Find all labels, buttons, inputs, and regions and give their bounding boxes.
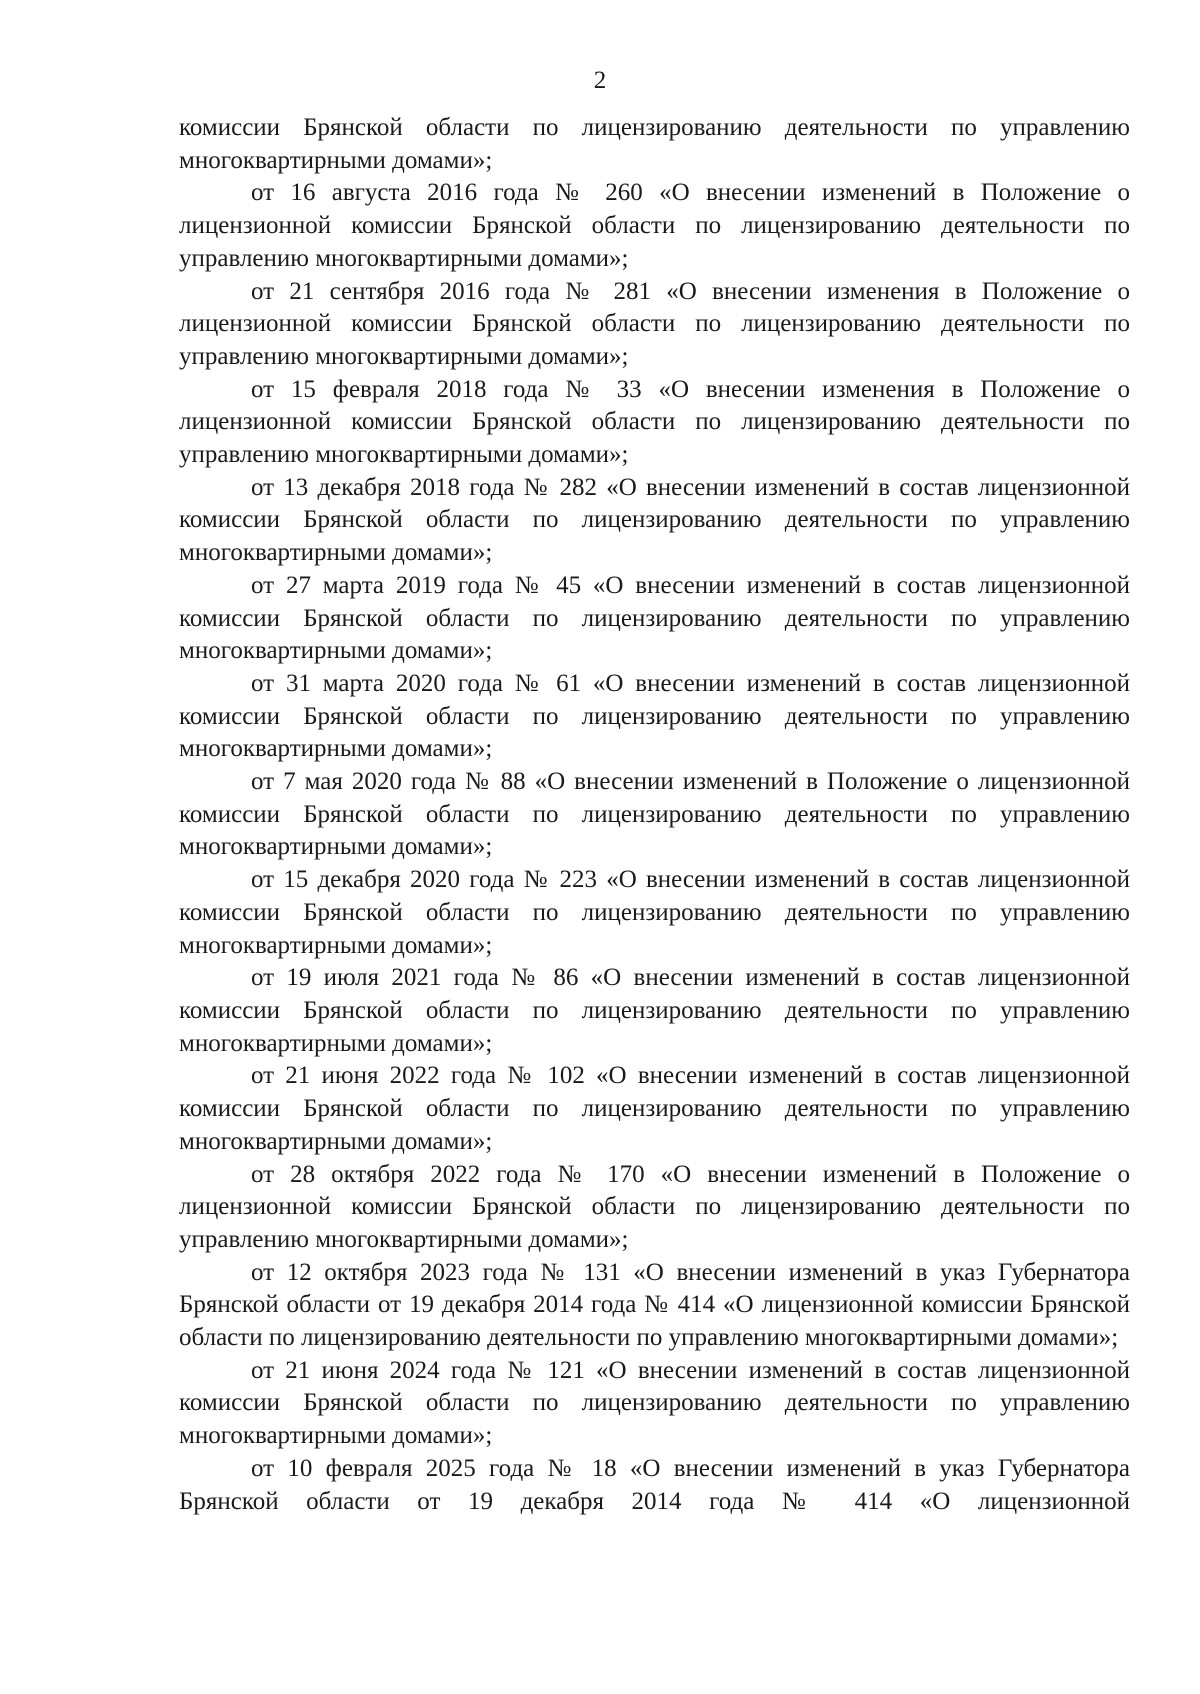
paragraph: от 28 октября 2022 года № 170 «О внесении изменений в Положение о лицензионной комиссии Брянской области по лицензированию деятельности по управлению многоквартирными домами»; bbox=[179, 1160, 1130, 1253]
paragraph: от 15 февраля 2018 года № 33 «О внесении изменения в Положение о лицензионной комиссии Брянской области по лицензированию деятельности по управлению многоквартирными домами»; bbox=[179, 375, 1130, 469]
paragraph: от 16 августа 2016 года № 260 «О внесении изменений в Положение о лицензионной комиссии Брянской области по лицензированию деятельности по управлению многоквартирными домами»; bbox=[179, 179, 1130, 272]
paragraph: от 21 июня 2022 года № 102 «О внесении изменений в состав лицензионной комиссии Брянской области по лицензированию деятельности по управлению многоквартирными домами»; bbox=[179, 1062, 1130, 1155]
paragraph: от 10 февраля 2025 года № 18 «О внесении изменений в указ Губернатора Брянской области от 19 декабря 2014 года № 414 «О лицензионной bbox=[179, 1454, 1130, 1515]
document-body bbox=[179, 112, 1130, 1518]
paragraph: от 31 марта 2020 года № 61 «О внесении изменений в состав лицензионной комиссии Брянской области по лицензированию деятельности по управлению многоквартирными домами»; bbox=[179, 669, 1130, 763]
paragraph: комиссии Брянской области по лицензированию деятельности по управлению многоквартирными домами»; bbox=[179, 114, 1130, 174]
paragraph: от 27 марта 2019 года № 45 «О внесении изменений в состав лицензионной комиссии Брянской области по лицензированию деятельности по управлению многоквартирными домами»; bbox=[179, 571, 1130, 665]
paragraph: от 7 мая 2020 года № 88 «О внесении изменений в Положение о лицензионной комиссии Брянской области по лицензированию деятельности по управлению многоквартирными домами»; bbox=[179, 768, 1130, 861]
paragraph: от 13 декабря 2018 года № 282 «О внесении изменений в состав лицензионной комиссии Брянской области по лицензированию деятельности по управлению многоквартирными домами»; bbox=[179, 473, 1130, 567]
paragraph: от 21 сентября 2016 года № 281 «О внесении изменения в Положение о лицензионной комиссии Брянской области по лицензированию деятельности по управлению многоквартирными домами»; bbox=[179, 277, 1130, 370]
paragraph: от 15 декабря 2020 года № 223 «О внесении изменений в состав лицензионной комиссии Брянской области по лицензированию деятельности по управлению многоквартирными домами»; bbox=[179, 866, 1130, 959]
page-number: 2 bbox=[593, 67, 607, 94]
paragraph: от 19 июля 2021 года № 86 «О внесении изменений в состав лицензионной комиссии Брянской области по лицензированию деятельности по управлению многоквартирными домами»; bbox=[179, 964, 1130, 1057]
paragraph: от 21 июня 2024 года № 121 «О внесении изменений в состав лицензионной комиссии Брянской области по лицензированию деятельности по управлению многоквартирными домами»; bbox=[179, 1356, 1130, 1450]
paragraph: от 12 октября 2023 года № 131 «О внесении изменений в указ Губернатора Брянской области от 19 декабря 2014 года № 414 «О лицензионной комиссии Брянской области по лицензированию деятельности по управлению многоквартирными домами»; bbox=[179, 1258, 1130, 1352]
